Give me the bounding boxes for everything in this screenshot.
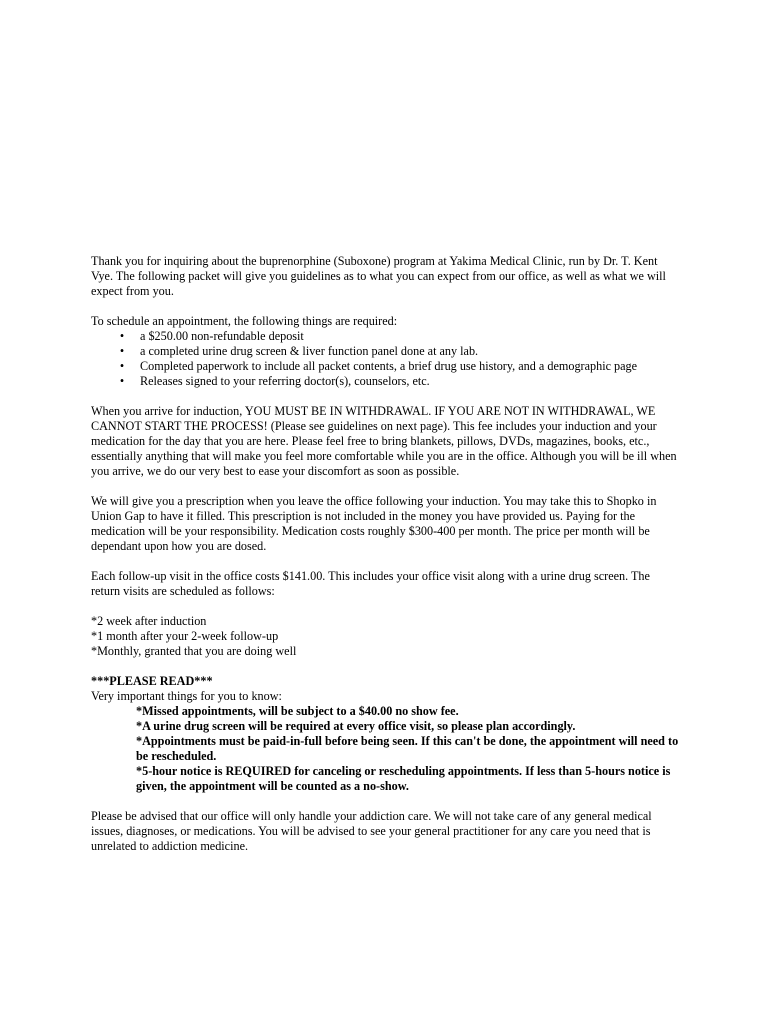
notice-subheading: Very important things for you to know: (91, 689, 282, 703)
closing-paragraph: Please be advised that our office will only handle your addiction care. We will not take care of any general medical issues, diagnoses, or medications. You will be advised to see your general practitioner for any care you need that is unrelated to addiction medicine. (91, 809, 652, 853)
spacer (91, 599, 681, 614)
bullet-icon: • (119, 374, 125, 388)
bullet-icon: • (119, 329, 125, 343)
intro-paragraph: Thank you for inquiring about the buprenorphine (Suboxone) program at Yakima Medical Clinic, run by Dr. T. Kent Vye. The following packet will give you guidelines as to what you can expect from our office, as well as what we will expect from you. (91, 254, 666, 298)
spacer (91, 299, 681, 314)
spacer (91, 479, 681, 494)
schedule-item: *2 week after induction (91, 614, 207, 628)
followup-paragraph: Each follow-up visit in the office costs $141.00. This includes your office visit along with a urine drug screen. The return visits are scheduled as follows: (91, 569, 650, 598)
bullet-icon: • (119, 359, 125, 373)
spacer (91, 554, 681, 569)
notice-item: *5-hour notice is REQUIRED for canceling or rescheduling appointments. If less than 5-hours notice is given, the appointment will be counted as a no-show. (136, 764, 671, 793)
requirement-item: • Releases signed to your referring doctor(s), counselors, etc. (91, 374, 681, 389)
notice-item: *Missed appointments, will be subject to a $40.00 no show fee. (136, 704, 459, 718)
notice-heading: ***PLEASE READ*** (91, 674, 213, 688)
spacer (91, 659, 681, 674)
spacer (91, 389, 681, 404)
bullet-icon: • (119, 344, 125, 358)
requirement-item: • Completed paperwork to include all packet contents, a brief drug use history, and a demographic page (91, 359, 681, 374)
requirement-item: • a $250.00 non-refundable deposit (91, 329, 681, 344)
notice-item: *A urine drug screen will be required at every office visit, so please plan accordingly. (136, 719, 576, 733)
schedule-item: *Monthly, granted that you are doing well (91, 644, 297, 658)
requirements-list (91, 329, 681, 389)
notice-item: *Appointments must be paid-in-full before being seen. If this can't be done, the appointment will need to be rescheduled. (136, 734, 679, 763)
schedule-item: *1 month after your 2-week follow-up (91, 629, 279, 643)
requirements-heading: To schedule an appointment, the following things are required: (91, 314, 398, 328)
letter-body (91, 254, 681, 854)
prescription-paragraph: We will give you a prescription when you leave the office following your induction. You may take this to Shopko in Union Gap to have it filled. This prescription is not included in the money you have provided us. Paying for the medication will be your responsibility. Medication costs roughly $300-400 per month. The price per month will be dependant upon how you are dosed. (91, 494, 657, 553)
requirement-item: • a completed urine drug screen & liver function panel done at any lab. (91, 344, 681, 359)
induction-paragraph: When you arrive for induction, YOU MUST BE IN WITHDRAWAL. IF YOU ARE NOT IN WITHDRAWAL, WE CANNOT START THE PROCESS! (Please see guidelines on next page). This fee includes your induction and your medication for the day that you are here. Please feel free to bring blankets, pillows, DVDs, magazines, books, etc., essentially anything that will make you feel more comfortable while you are in the office. Although you will be ill when you arrive, we do our very best to ease your discomfort as soon as possible. (91, 404, 677, 478)
spacer (91, 794, 681, 809)
